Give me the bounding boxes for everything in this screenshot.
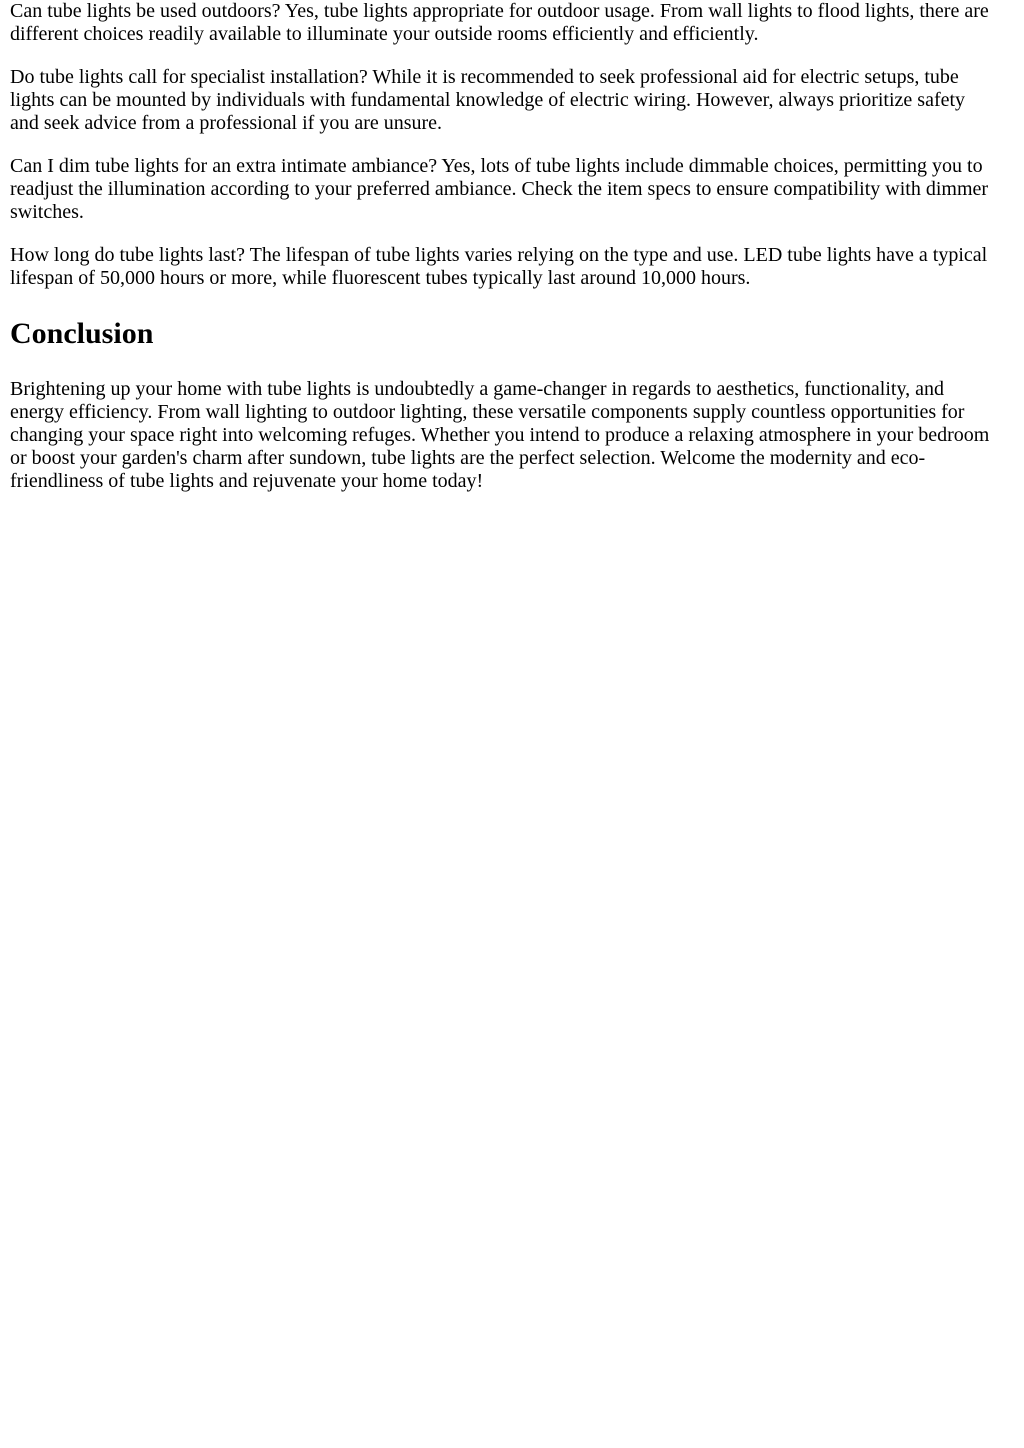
- faq-paragraph-installation: Do tube lights call for specialist installation? While it is recommended to seek professional aid for electric setups, tube lights can be mounted by individuals with fundamental knowledge of electric wiring. However, always prioritize safety and seek advice from a professional if you are unsure.: [10, 66, 966, 134]
- faq-paragraph-outdoors: Can tube lights be used outdoors? Yes, tube lights appropriate for outdoor usage. From wall lights to flood lights, there are different choices readily available to illuminate your outside rooms efficiently and efficiently.: [10, 0, 989, 45]
- article-page: [0, 0, 1004, 493]
- faq-paragraph-lifespan: How long do tube lights last? The lifespan of tube lights varies relying on the type and use. LED tube lights have a typical lifespan of 50,000 hours or more, while fluorescent tubes typically last around 10,000 hours.: [10, 244, 988, 289]
- conclusion-paragraph: Brightening up your home with tube lights is undoubtedly a game-changer in regards to aesthetics, functionality, and energy efficiency. From wall lighting to outdoor lighting, these versatile components supply countless opportunities for changing your space right into welcoming refuges. Whether you intend to produce a relaxing atmosphere in your bedroom or boost your garden's charm after sundown, tube lights are the perfect selection. Welcome the modernity and eco-friendliness of tube lights and rejuvenate your home today!: [10, 378, 990, 492]
- conclusion-section: [10, 316, 994, 493]
- faq-paragraph-dimming: Can I dim tube lights for an extra intimate ambiance? Yes, lots of tube lights include dimmable choices, permitting you to readjust the illumination according to your preferred ambiance. Check the item specs to ensure compatibility with dimmer switches.: [10, 155, 989, 223]
- conclusion-heading: Conclusion: [10, 317, 154, 350]
- faq-section: [10, 0, 994, 290]
